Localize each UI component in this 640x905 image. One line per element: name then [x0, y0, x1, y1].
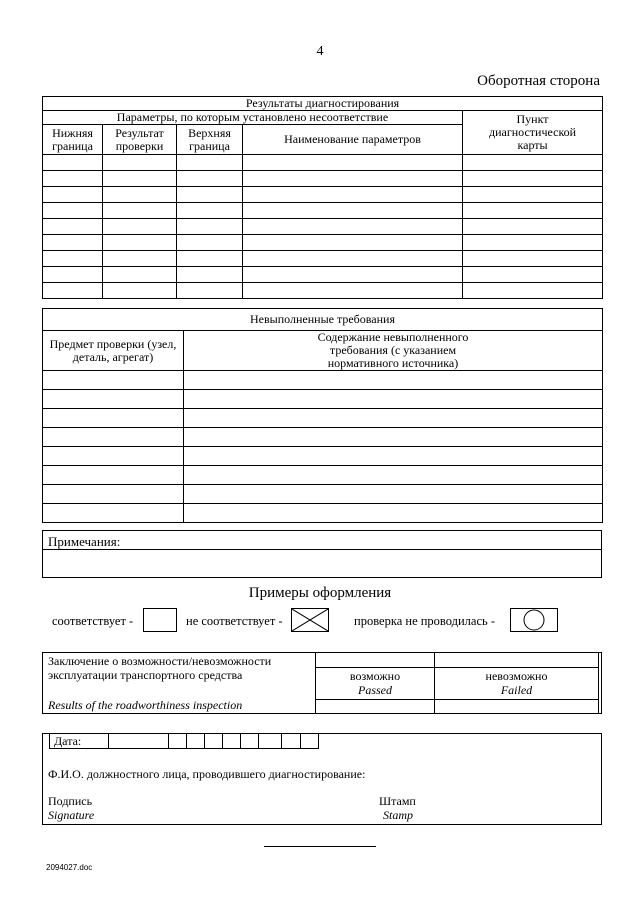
conclusion-options: [315, 653, 600, 713]
example-matches-label: соответствует -: [52, 614, 134, 628]
footer-filename: 2094027.doc: [46, 863, 93, 872]
table-cell[interactable]: [103, 219, 177, 235]
col-result: Результат проверки: [103, 125, 177, 155]
unmet-requirements-table: [42, 308, 603, 523]
table-cell[interactable]: [103, 251, 177, 267]
options-divider-bottom: [316, 699, 598, 700]
side-label: Оборотная сторона: [477, 73, 600, 89]
table-cell[interactable]: [463, 187, 603, 203]
table-cell[interactable]: [43, 219, 103, 235]
table-cell[interactable]: [103, 283, 177, 299]
table-cell[interactable]: [243, 283, 463, 299]
table-cell[interactable]: [184, 390, 603, 409]
date-cell-divider: [300, 734, 301, 748]
table-cell[interactable]: [43, 187, 103, 203]
table-cell[interactable]: [177, 187, 243, 203]
table-row: [43, 466, 603, 485]
results-table: [42, 96, 603, 299]
table-cell[interactable]: [43, 409, 184, 428]
col-content: Содержание невыполненного требования (с указанием нормативного источника): [184, 331, 603, 371]
table-cell[interactable]: [243, 251, 463, 267]
example-not-checked-label: проверка не проводилась -: [354, 614, 496, 628]
conclusion-line-2: эксплуатации транспортного средства: [48, 668, 243, 682]
table-cell[interactable]: [177, 219, 243, 235]
table-cell[interactable]: [43, 155, 103, 171]
table-cell[interactable]: [103, 171, 177, 187]
table-cell[interactable]: [177, 235, 243, 251]
table-cell[interactable]: [177, 171, 243, 187]
table-cell[interactable]: [43, 485, 184, 504]
option-impossible-en: Failed: [500, 683, 533, 697]
table-cell[interactable]: [184, 466, 603, 485]
table-cell[interactable]: [103, 155, 177, 171]
cross-mark-icon: [291, 608, 329, 632]
table-cell[interactable]: [463, 219, 603, 235]
date-cell-divider: [186, 734, 187, 748]
table-cell[interactable]: [177, 251, 243, 267]
table-cell[interactable]: [243, 267, 463, 283]
signature-label-en: Signature: [48, 808, 95, 822]
table-row: [43, 409, 603, 428]
option-possible[interactable]: [316, 669, 434, 697]
table-cell[interactable]: [43, 390, 184, 409]
table-cell[interactable]: [463, 251, 603, 267]
table-row: [43, 203, 603, 219]
table-row: [43, 155, 603, 171]
table-cell[interactable]: [177, 203, 243, 219]
oval-mark-icon: [510, 608, 558, 632]
option-possible-en: Passed: [358, 683, 392, 697]
option-impossible[interactable]: [435, 669, 598, 697]
col-name: Наименование параметров: [243, 125, 463, 155]
table-cell[interactable]: [43, 267, 103, 283]
signature-box: [42, 733, 602, 825]
table-cell[interactable]: [184, 409, 603, 428]
table-row: [43, 267, 603, 283]
table-cell[interactable]: [43, 235, 103, 251]
table-cell[interactable]: [243, 203, 463, 219]
date-cell-divider: [240, 734, 241, 748]
col-lower: Нижняя граница: [43, 125, 103, 155]
table-row: [43, 447, 603, 466]
options-right-edge: [598, 653, 599, 713]
date-cell-divider: [258, 734, 259, 748]
table-row: [43, 219, 603, 235]
table-cell[interactable]: [463, 235, 603, 251]
notes-box: [42, 530, 602, 578]
col-card-item: Пункт диагностической карты: [463, 111, 603, 155]
table-cell[interactable]: [463, 203, 603, 219]
table-cell[interactable]: [103, 267, 177, 283]
table-row: [43, 171, 603, 187]
table-row: [43, 283, 603, 299]
option-possible-ru: возможно: [349, 669, 401, 683]
page-number: 4: [316, 44, 324, 59]
date-cell-divider: [222, 734, 223, 748]
results-title: Результаты диагностирования: [43, 97, 603, 111]
table-cell[interactable]: [177, 267, 243, 283]
table-cell[interactable]: [177, 283, 243, 299]
table-cell[interactable]: [463, 171, 603, 187]
table-cell[interactable]: [184, 485, 603, 504]
official-label: Ф.И.О. должностного лица, проводившего диагностирование:: [48, 767, 366, 781]
col-upper: Верхняя граница: [177, 125, 243, 155]
date-cell-divider: [204, 734, 205, 748]
table-cell[interactable]: [43, 504, 184, 523]
examples-title: Примеры оформления: [248, 585, 392, 601]
stamp-label-en: Stamp: [383, 808, 413, 822]
table-cell[interactable]: [243, 219, 463, 235]
table-cell[interactable]: [177, 155, 243, 171]
example-not-matches-label: не соответствует -: [186, 614, 283, 628]
option-impossible-ru: невозможно: [485, 669, 548, 683]
date-field[interactable]: [49, 734, 319, 749]
table-cell[interactable]: [184, 504, 603, 523]
table-cell[interactable]: [184, 447, 603, 466]
date-cell-divider: [281, 734, 282, 748]
date-cell-divider: [108, 734, 109, 748]
table-cell[interactable]: [43, 447, 184, 466]
table-cell[interactable]: [184, 428, 603, 447]
table-row: [43, 504, 603, 523]
table-row: [43, 390, 603, 409]
conclusion-box: [42, 652, 602, 714]
table-cell[interactable]: [243, 171, 463, 187]
table-cell[interactable]: [243, 235, 463, 251]
table-cell[interactable]: [43, 283, 103, 299]
options-divider-top: [316, 667, 598, 668]
table-cell[interactable]: [463, 267, 603, 283]
conclusion-line-1: Заключение о возможности/невозможности: [48, 654, 272, 668]
table-row: [43, 485, 603, 504]
table-row: [43, 187, 603, 203]
stamp-label-ru: Штамп: [379, 794, 416, 808]
signature-label-ru: Подпись: [48, 794, 93, 808]
table-cell[interactable]: [43, 251, 103, 267]
table-cell[interactable]: [243, 187, 463, 203]
col-subject: Предмет проверки (узел, деталь, агрегат): [43, 331, 184, 371]
conclusion-line-en: Results of the roadworthiness inspection: [48, 698, 243, 712]
table-row: [43, 235, 603, 251]
table-cell[interactable]: [103, 235, 177, 251]
table-cell[interactable]: [43, 371, 184, 390]
unmet-title: Невыполненные требования: [43, 309, 603, 331]
table-cell[interactable]: [43, 203, 103, 219]
table-cell[interactable]: [103, 187, 177, 203]
table-cell[interactable]: [43, 171, 103, 187]
footer-divider: [264, 846, 376, 847]
date-cell-divider: [168, 734, 169, 748]
notes-divider: [43, 549, 601, 550]
table-cell[interactable]: [103, 203, 177, 219]
table-row: [43, 428, 603, 447]
notes-label: Примечания:: [48, 534, 121, 549]
table-cell[interactable]: [463, 155, 603, 171]
example-empty-box: [143, 608, 177, 632]
table-cell[interactable]: [43, 428, 184, 447]
params-header: Параметры, по которым установлено несоответствие: [43, 111, 463, 125]
table-cell[interactable]: [243, 155, 463, 171]
table-row: [43, 371, 603, 390]
table-cell[interactable]: [184, 371, 603, 390]
table-cell[interactable]: [463, 283, 603, 299]
date-label: Дата:: [54, 734, 82, 748]
table-cell[interactable]: [43, 466, 184, 485]
table-row: [43, 251, 603, 267]
